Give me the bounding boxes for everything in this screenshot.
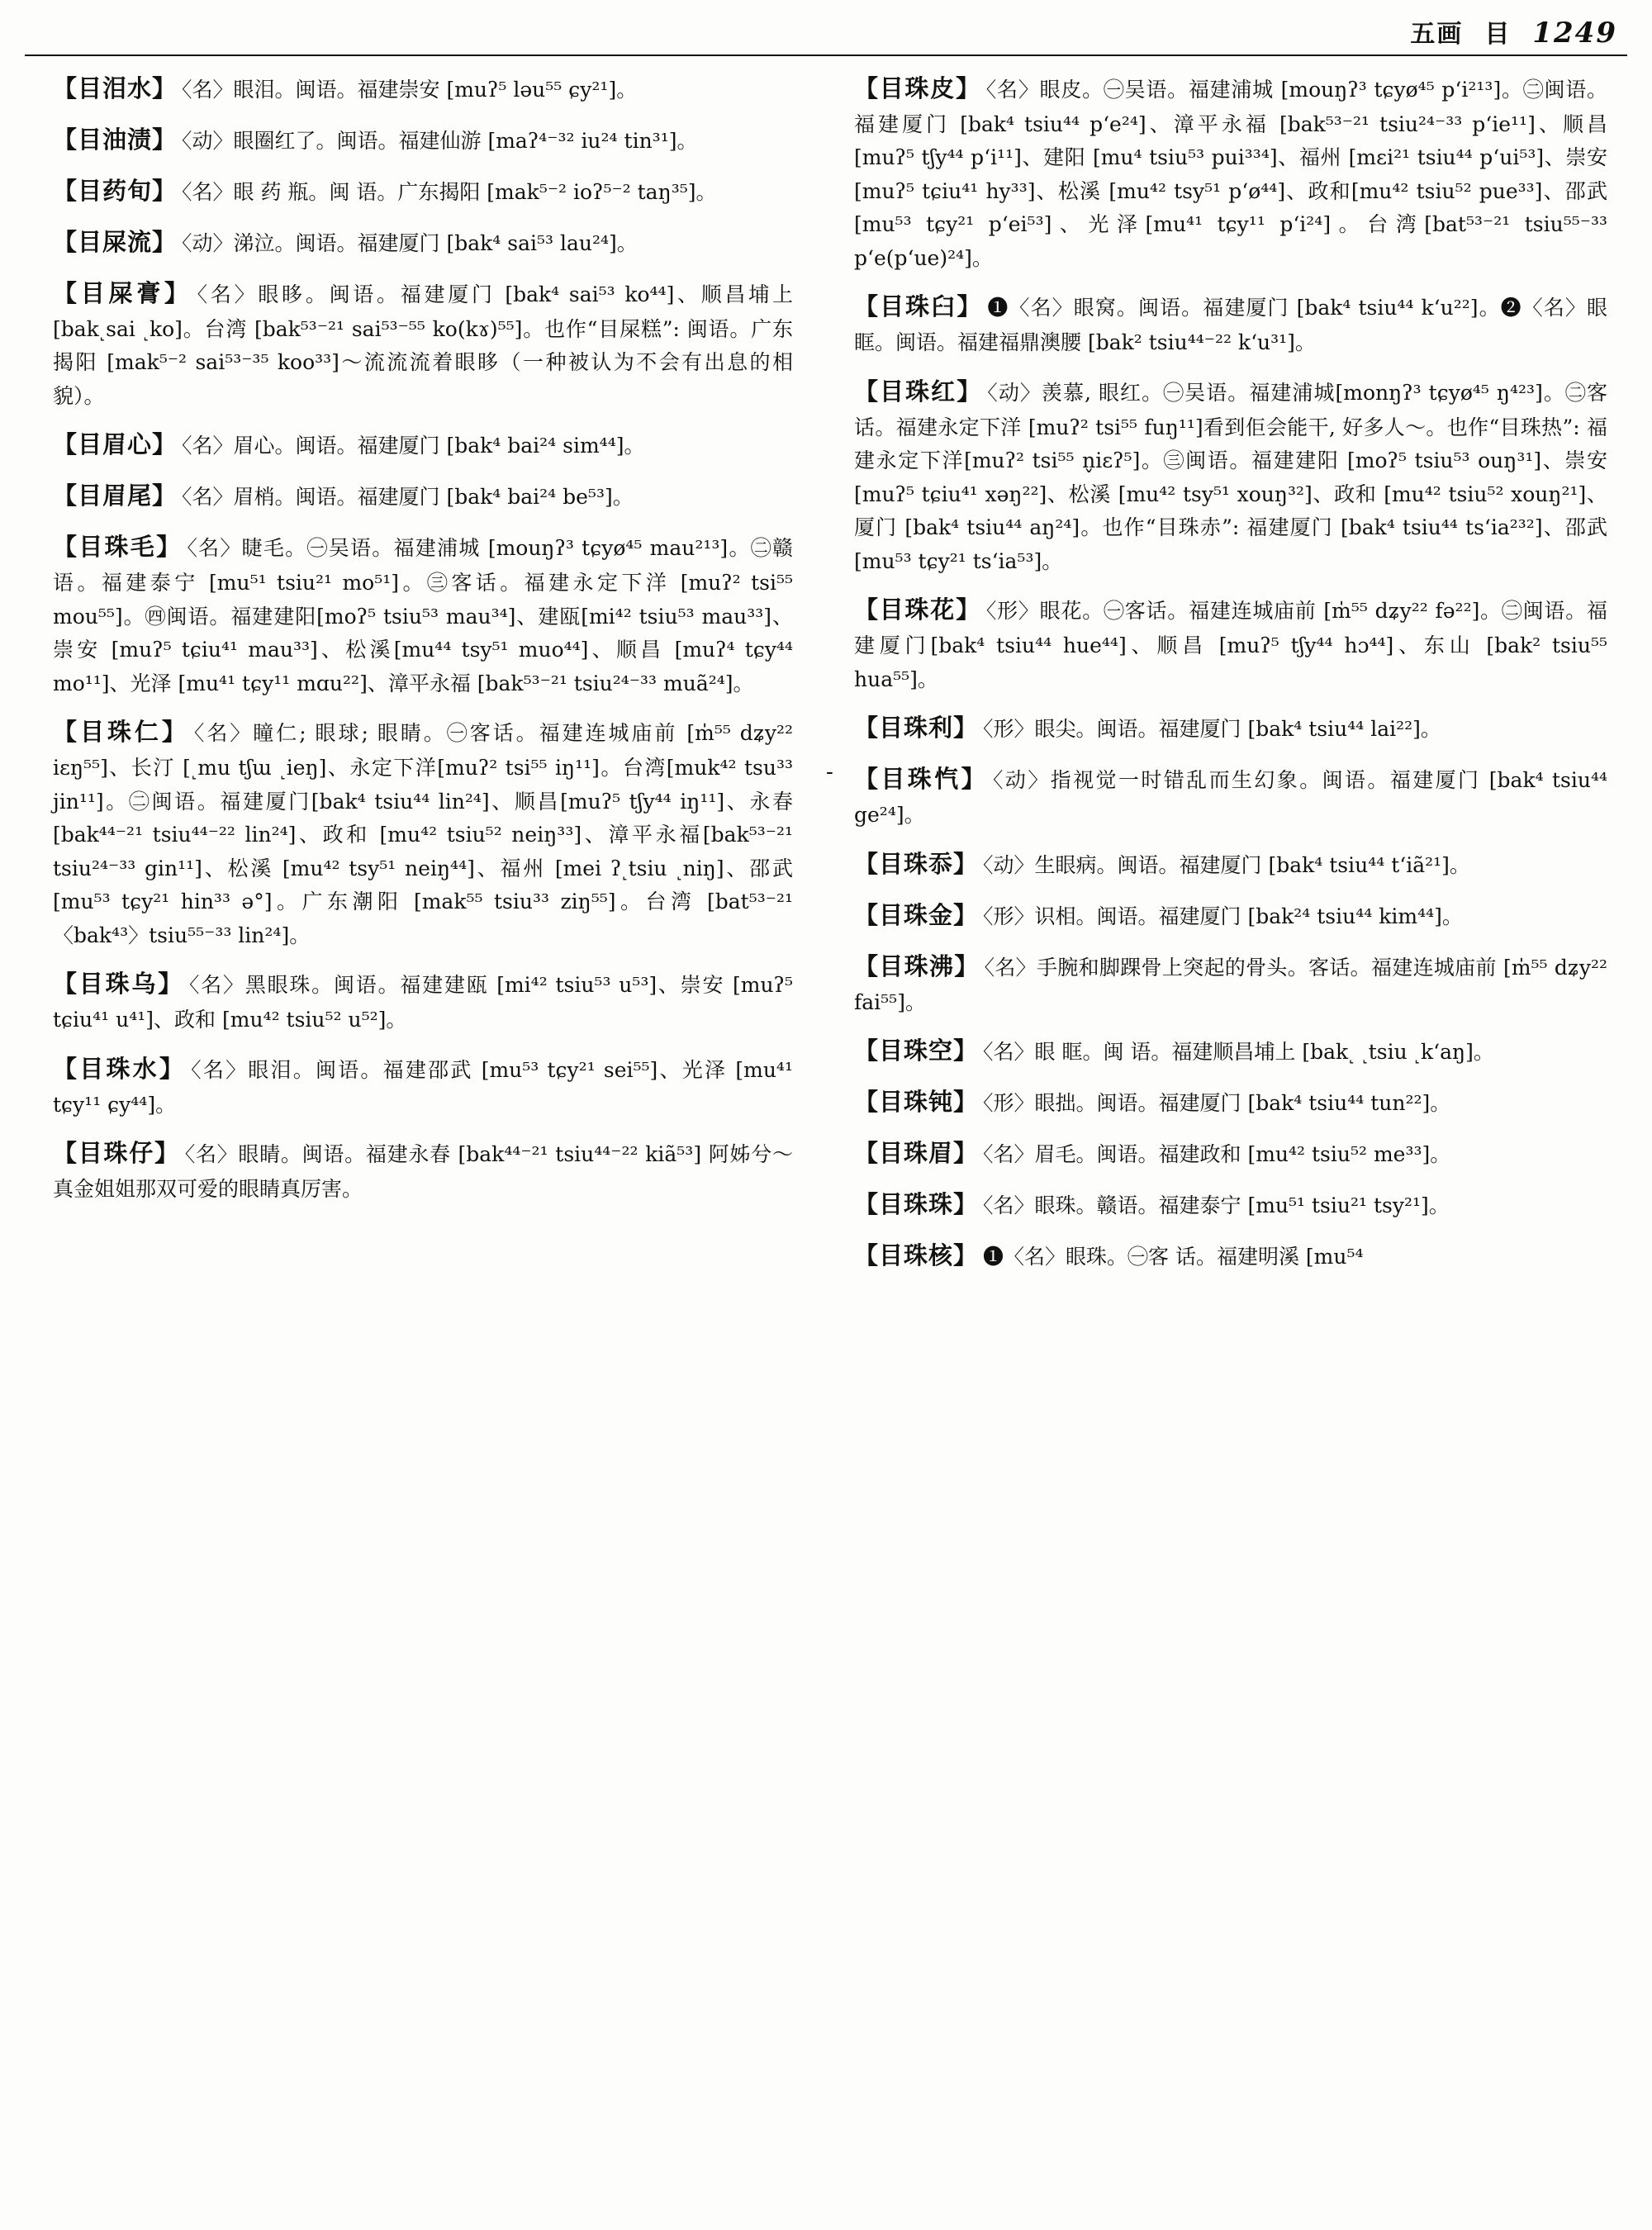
entry-headword: 【目珠眉】 — [854, 1139, 979, 1168]
entry-body: 〈名〉眼眵。闽语。福建厦门 [bak⁴ sai⁵³ ko⁴⁴]、顺昌埔上 [bak˻sai ˻ko]。台湾 [bak⁵³⁻²¹ sai⁵³⁻⁵⁵ ko(kɤ)⁵⁵]。也作“目屎糕”: 闽语。广东揭阳 [mak⁵⁻² sai⁵³⁻³⁵ koo³³]～流流流着眼眵（一种被认为不会有出息的相貌）。 — [53, 282, 793, 408]
dictionary-entry — [854, 287, 1607, 359]
entry-body: 〈形〉眼花。㊀客话。福建连城庙前 [m̍⁵⁵ dʑy²² fə²²]。㊁闽语。福建厦门[bak⁴ tsiu⁴⁴ hue⁴⁴]、顺昌 [muʔ⁵ tʃy⁴⁴ hɔ⁴⁴]、东山 [bak² tsiu⁵⁵ hua⁵⁵]。 — [854, 599, 1607, 691]
entry-body: 〈名〉眼 药 瓶。闽 语。广东揭阳 [mak⁵⁻² ioʔ⁵⁻² taŋ³⁵]。 — [182, 179, 717, 204]
dictionary-entry — [53, 121, 793, 159]
dictionary-entry — [854, 591, 1607, 696]
entry-headword: 【目珠仁】 — [53, 718, 189, 747]
entry-body: 〈名〉眼珠。赣语。福建泰宁 [mu⁵¹ tsiu²¹ tsy²¹]。 — [983, 1193, 1450, 1218]
entry-headword: 【目珠臼】 — [854, 292, 983, 321]
entry-body: ❶〈名〉眼窝。闽语。福建厦门 [bak⁴ tsiu⁴⁴ kʻu²²]。❷〈名〉眼眶。闽语。福建福鼎澳腰 [bak² tsiu⁴⁴⁻²² kʻu³¹]。 — [854, 296, 1607, 355]
entry-headword: 【目珠利】 — [854, 714, 979, 743]
page-header — [0, 0, 1652, 64]
entry-headword: 【目珠花】 — [854, 595, 981, 624]
entry-headword: 【目珠珠】 — [854, 1190, 979, 1219]
radical-stroke-label: 五画 — [1410, 20, 1464, 49]
left-column — [25, 69, 826, 2217]
entry-body: 〈动〉指视觉一时错乱而生幻象。闽语。福建厦门 [bak⁴ tsiu⁴⁴ ge²⁴]。 — [854, 768, 1607, 828]
dictionary-entry — [854, 1083, 1607, 1122]
entry-body: 〈名〉眉毛。闽语。福建政和 [mu⁴² tsiu⁵² me³³]。 — [983, 1142, 1451, 1167]
dictionary-entry — [53, 425, 793, 464]
header-rule — [25, 55, 1627, 56]
entry-headword: 【目眉尾】 — [53, 482, 178, 510]
dictionary-entry — [854, 896, 1607, 935]
entry-body: 〈名〉瞳仁; 眼球; 眼睛。㊀客话。福建连城庙前 [m̍⁵⁵ dʑy²² iɛŋ⁵⁵]、长汀 [˻mu tʃɯ ˻ieŋ]、永定下洋[muʔ² tsi⁵⁵ iŋ¹¹]。台湾[muk⁴² tsu³³ jin¹¹]。㊁闽语。福建厦门[bak⁴ tsiu⁴⁴ lin²⁴]、顺昌[muʔ⁵ tʃy⁴⁴ iŋ¹¹]、永春 [bak⁴⁴⁻²¹ tsiu⁴⁴⁻²² lin²⁴]、政和 [mu⁴² tsiu⁵² neiŋ³³]、漳平永福[bak⁵³⁻²¹ tsiu²⁴⁻³³ gin¹¹]、松溪 [mu⁴² tsy⁵¹ neiŋ⁴⁴]、福州 [mei ʔ˻tsiu ˻niŋ]、邵武[mu⁵³ tɕy²¹ hin³³ ə°]。广东潮阳 [mak⁵⁵ tsiu³³ ziŋ⁵⁵]。台湾 [bat⁵³⁻²¹〈bak⁴³〉tsiu⁵⁵⁻³³ lin²⁴]。 — [53, 721, 793, 947]
margin-dash-mark: - — [826, 760, 833, 785]
entry-headword: 【目珠空】 — [854, 1037, 979, 1065]
dictionary-entry — [854, 1185, 1607, 1224]
entry-headword: 【目油渍】 — [53, 125, 178, 154]
dictionary-entry — [53, 274, 793, 413]
dictionary-entry — [53, 528, 793, 700]
entry-body: 〈名〉黑眼珠。闽语。福建建瓯 [mi⁴² tsiu⁵³ u⁵³]、崇安 [muʔ⁵ tɕiu⁴¹ u⁴¹]、政和 [mu⁴² tsiu⁵² u⁵²]。 — [53, 973, 793, 1032]
entry-headword: 【目药旬】 — [53, 176, 178, 205]
entry-headword: 【目屎流】 — [53, 227, 178, 256]
dictionary-entry — [854, 69, 1607, 275]
dictionary-entry — [854, 947, 1607, 1019]
right-column — [826, 69, 1627, 2217]
entry-headword: 【目屎膏】 — [53, 278, 192, 307]
dictionary-entry — [854, 1236, 1607, 1275]
dictionary-entry — [53, 1134, 793, 1206]
entry-headword: 【目珠钝】 — [854, 1088, 979, 1117]
dictionary-entry — [53, 477, 793, 515]
header-inner — [1410, 13, 1617, 50]
entry-headword: 【目泪水】 — [53, 74, 178, 102]
entry-body: 〈动〉羡慕, 眼红。㊀吴语。福建浦城[monŋʔ³ tɕyø⁴⁵ ŋ⁴²³]。㊁客话。福建永定下洋 [muʔ² tsi⁵⁵ fuŋ¹¹]看到佢会能干, 好多人～。也作“目珠热”: 福建永定下洋[muʔ² tsi⁵⁵ n̬iɛʔ⁵]。㊂闽语。福建建阳 [moʔ⁵ tsiu⁵³ ouŋ³¹]、崇安 [muʔ⁵ tɕiu⁴¹ xəŋ²²]、松溪 [mu⁴² tsy⁵¹ xouŋ³²]、政和 [mu⁴² tsiu⁵² xouŋ²¹]、厦门 [bak⁴ tsiu⁴⁴ aŋ²⁴]。也作“目珠赤”: 福建厦门 [bak⁴ tsiu⁴⁴ tsʻia²³²]、邵武[mu⁵³ tɕy²¹ tsʻia⁵³]。 — [854, 380, 1607, 573]
entry-body: 〈名〉眼泪。闽语。福建崇安 [muʔ⁵ ləu⁵⁵ ɕy²¹]。 — [182, 78, 638, 102]
entry-body: 〈形〉识相。闽语。福建厦门 [bak²⁴ tsiu⁴⁴ kim⁴⁴]。 — [983, 904, 1463, 928]
dictionary-entry — [854, 760, 1607, 832]
entry-headword: 【目珠忾】 — [854, 765, 989, 794]
entry-body: 〈形〉眼拙。闽语。福建厦门 [bak⁴ tsiu⁴⁴ tun²²]。 — [983, 1091, 1451, 1116]
dictionary-entry — [854, 709, 1607, 747]
entry-headword: 【目珠沸】 — [854, 951, 980, 980]
entry-body: 〈名〉眼皮。㊀吴语。福建浦城 [mouŋʔ³ tɕyø⁴⁵ pʻi²¹³]。㊁闽语。福建厦门 [bak⁴ tsiu⁴⁴ pʻe²⁴]、漳平永福 [bak⁵³⁻²¹ tsiu²⁴⁻³³ pʻie¹¹]、顺昌 [muʔ⁵ tʃy⁴⁴ pʻi¹¹]、建阳 [mu⁴ tsiu⁵³ pui³³⁴]、福州 [mɛi²¹ tsiu⁴⁴ pʻui⁵³]、崇安 [muʔ⁵ tɕiu⁴¹ hy³³]、松溪 [mu⁴² tsy⁵¹ pʻø⁴⁴]、政和[mu⁴² tsiu⁵² pue³³]、邵武 [mu⁵³ tɕy²¹ pʻei⁵³]、光泽[mu⁴¹ tɕy¹¹ pʻi²⁴]。台湾[bat⁵³⁻²¹ tsiu⁵⁵⁻³³ pʻe(pʻue)²⁴]。 — [854, 78, 1607, 270]
entry-headword: 【目珠皮】 — [854, 74, 981, 102]
entry-body: 〈动〉涕泣。闽语。福建厦门 [bak⁴ sai⁵³ lau²⁴]。 — [182, 230, 638, 255]
entry-body: ❶〈名〉眼珠。㊀客 话。福建明溪 [mu⁵⁴ — [983, 1245, 1364, 1269]
entry-headword: 【目珠红】 — [854, 377, 983, 406]
entry-headword: 【目珠金】 — [854, 900, 979, 929]
entry-headword: 【目珠毛】 — [53, 533, 183, 562]
entry-headword: 【目珠忝】 — [854, 849, 979, 878]
radical-label: 目 — [1484, 20, 1512, 49]
page-number: 1249 — [1532, 17, 1617, 50]
dictionary-entry — [53, 1050, 793, 1122]
dictionary-entry — [854, 1134, 1607, 1173]
dictionary-entry — [53, 172, 793, 211]
entry-body: 〈名〉眼睛。闽语。福建永春 [bak⁴⁴⁻²¹ tsiu⁴⁴⁻²² kiã⁵³] 阿姊兮～真金姐姐那双可爱的眼睛真厉害。 — [53, 1142, 793, 1202]
dictionary-entry — [53, 713, 793, 952]
dictionary-entry — [854, 372, 1607, 578]
entry-body: 〈动〉生眼病。闽语。福建厦门 [bak⁴ tsiu⁴⁴ tʻiã²¹]。 — [983, 852, 1470, 877]
entry-body: 〈名〉眉心。闽语。福建厦门 [bak⁴ bai²⁴ sim⁴⁴]。 — [182, 434, 645, 458]
entry-headword: 【目珠核】 — [854, 1241, 979, 1270]
entry-body: 〈名〉睫毛。㊀吴语。福建浦城 [mouŋʔ³ tɕyø⁴⁵ mau²¹³]。㊁赣语。福建泰宁 [mu⁵¹ tsiu²¹ mo⁵¹]。㊂客话。福建永定下洋 [muʔ² tsi⁵⁵ mou⁵⁵]。㊃闽语。福建建阳[moʔ⁵ tsiu⁵³ mau³⁴]、建瓯[mi⁴² tsiu⁵³ mau³³]、崇安 [muʔ⁵ tɕiu⁴¹ mau³³]、松溪[mu⁴⁴ tsy⁵¹ muo⁴⁴]、顺昌 [muʔ⁴ tɕy⁴⁴ mo¹¹]、光泽 [mu⁴¹ tɕy¹¹ mɑu²²]、漳平永福 [bak⁵³⁻²¹ tsiu²⁴⁻³³ muã²⁴]。 — [53, 536, 793, 695]
dictionary-entry — [53, 69, 793, 108]
entry-headword: 【目珠水】 — [53, 1054, 187, 1083]
entry-body: 〈形〉眼尖。闽语。福建厦门 [bak⁴ tsiu⁴⁴ lai²²]。 — [983, 717, 1441, 742]
entry-headword: 【目眉心】 — [53, 430, 178, 459]
entry-body: 〈名〉眉梢。闽语。福建厦门 [bak⁴ bai²⁴ be⁵³]。 — [182, 485, 634, 510]
entry-body: 〈名〉眼泪。闽语。福建邵武 [mu⁵³ tɕy²¹ sei⁵⁵]、光泽 [mu⁴¹ tɕy¹¹ ɕy⁴⁴]。 — [53, 1057, 793, 1117]
entry-body: 〈动〉眼圈红了。闽语。福建仙游 [maʔ⁴⁻³² iu²⁴ tin³¹]。 — [182, 128, 698, 153]
dictionary-entry — [854, 1032, 1607, 1070]
entry-body: 〈名〉眼 眶。闽 语。福建顺昌埔上 [bak˻ ˻tsiu ˻kʻaŋ]。 — [983, 1040, 1494, 1065]
entry-body: 〈名〉手腕和脚踝骨上突起的骨头。客话。福建连城庙前 [m̍⁵⁵ dʑy²² fai⁵⁵]。 — [854, 955, 1607, 1014]
dictionary-entry — [854, 845, 1607, 884]
page-columns — [25, 69, 1627, 2217]
entry-headword: 【目珠乌】 — [53, 970, 184, 999]
entry-headword: 【目珠仔】 — [53, 1139, 180, 1168]
dictionary-entry — [53, 965, 793, 1037]
dictionary-entry — [53, 223, 793, 262]
